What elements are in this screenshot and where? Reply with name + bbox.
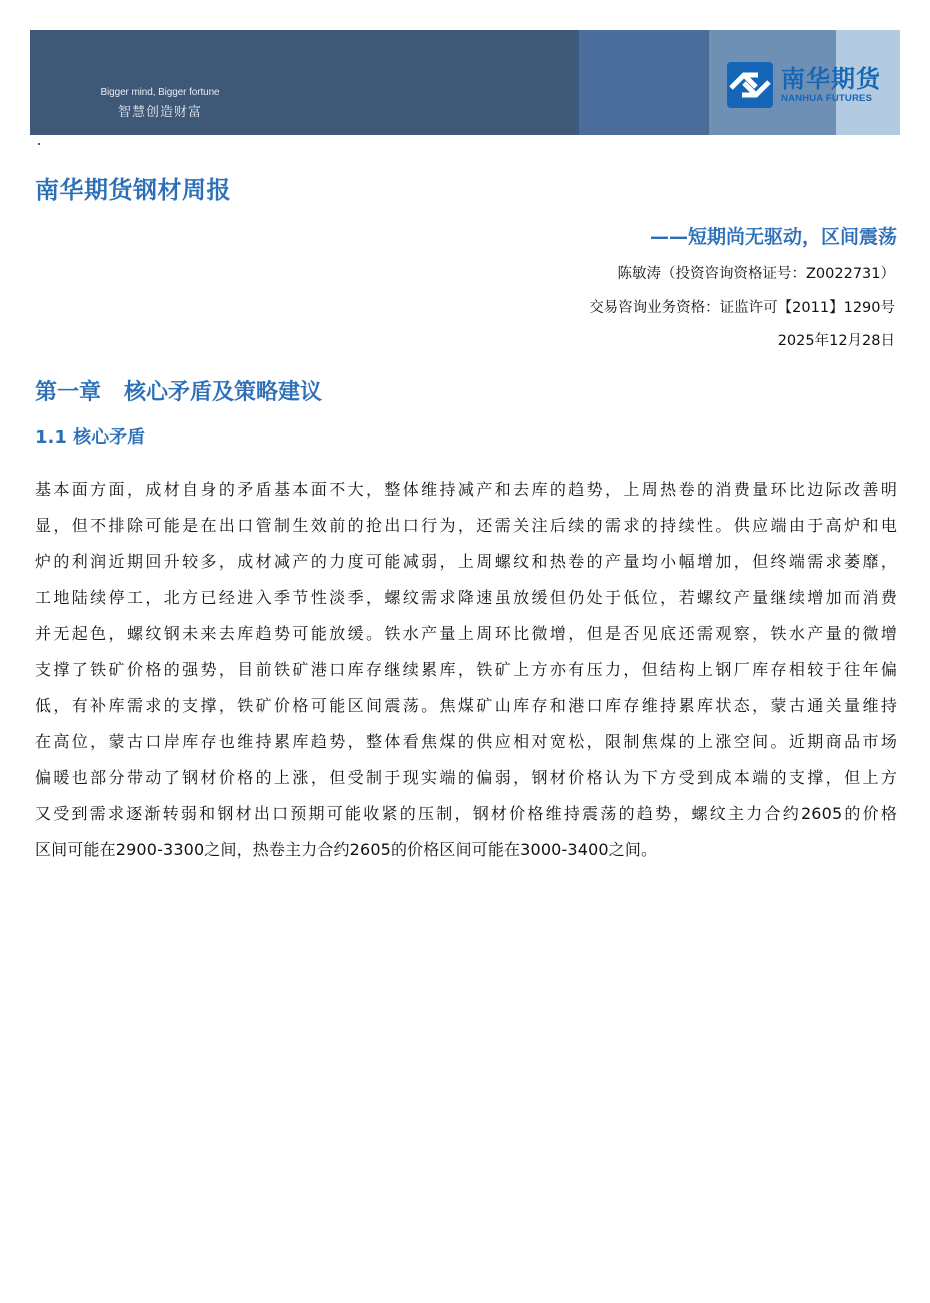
paragraph-line: 低，有补库需求的支撑，铁矿价格可能区间震荡。焦煤矿山库存和港口库存维持累库状态，蒙古通关量维持 bbox=[35, 696, 897, 715]
author-line: 陈敏涛（投资咨询资格证号：Z0022731） bbox=[617, 266, 895, 282]
paragraph-line: 支撑了铁矿价格的强势，目前铁矿港口库存继续累库，铁矿上方亦有压力，但结构上钢厂库存相较于往年偏 bbox=[35, 660, 897, 679]
paragraph-line: 区间可能在2900-3300之间，热卷主力合约2605的价格区间可能在3000-3400之间。 bbox=[35, 840, 658, 859]
paragraph-line: 炉的利润近期回升较多，成材减产的力度可能减弱，上周螺纹和热卷的产量均小幅增加，但终端需求萎靡， bbox=[35, 552, 897, 571]
report-subtitle: ——短期尚无驱动，区间震荡 bbox=[649, 226, 897, 248]
paragraph-line: 并无起色，螺纹钢未来去库趋势可能放缓。铁水产量上周环比微增，但是否见底还需观察，铁水产量的微增 bbox=[35, 624, 897, 643]
nanhua-logo-icon bbox=[727, 62, 773, 108]
section-heading: 1.1 核心矛盾 bbox=[35, 427, 146, 448]
company-logo bbox=[727, 62, 881, 108]
slogan bbox=[90, 87, 230, 120]
logo-english-name: NANHUA FUTURES bbox=[781, 93, 873, 104]
paragraph-line: 又受到需求逐渐转弱和钢材出口预期可能收紧的压制，钢材价格维持震荡的趋势，螺纹主力合约2605的价格 bbox=[35, 804, 897, 823]
paragraph-line: 显，但不排除可能是在出口管制生效前的抢出口行为，还需关注后续的需求的持续性。供应端由于高炉和电 bbox=[35, 516, 897, 535]
slogan-english: Bigger mind, Bigger fortune bbox=[100, 87, 220, 98]
paragraph-line: 在高位，蒙古口岸库存也维持累库趋势，整体看焦煤的供应相对宽松，限制焦煤的上涨空间。近期商品市场 bbox=[35, 732, 897, 751]
report-date: 2025年12月28日 bbox=[777, 333, 895, 349]
paragraph-line: 工地陆续停工，北方已经进入季节性淡季，螺纹需求降速虽放缓但仍处于低位，若螺纹产量继续增加而消费 bbox=[35, 588, 897, 607]
banner-segment-mid bbox=[576, 30, 706, 135]
body-paragraph bbox=[35, 472, 897, 868]
logo-text bbox=[781, 66, 881, 104]
logo-chinese-name: 南华期货 bbox=[781, 65, 881, 93]
header-banner bbox=[30, 30, 900, 135]
report-title: 南华期货钢材周报 bbox=[35, 176, 231, 204]
paragraph-line: 偏暖也部分带动了钢材价格的上涨，但受制于现实端的偏弱，钢材价格认为下方受到成本端的支撑，但上方 bbox=[35, 768, 897, 787]
slogan-chinese: 智慧创造财富 bbox=[117, 105, 202, 120]
paragraph-line: 基本面方面，成材自身的矛盾基本面不大，整体维持减产和去库的趋势，上周热卷的消费量环比边际改善明 bbox=[35, 480, 897, 499]
stray-dot bbox=[38, 143, 40, 145]
license-line: 交易咨询业务资格：证监许可【2011】1290号 bbox=[589, 300, 895, 316]
chapter-heading: 第一章 核心矛盾及策略建议 bbox=[35, 380, 322, 405]
